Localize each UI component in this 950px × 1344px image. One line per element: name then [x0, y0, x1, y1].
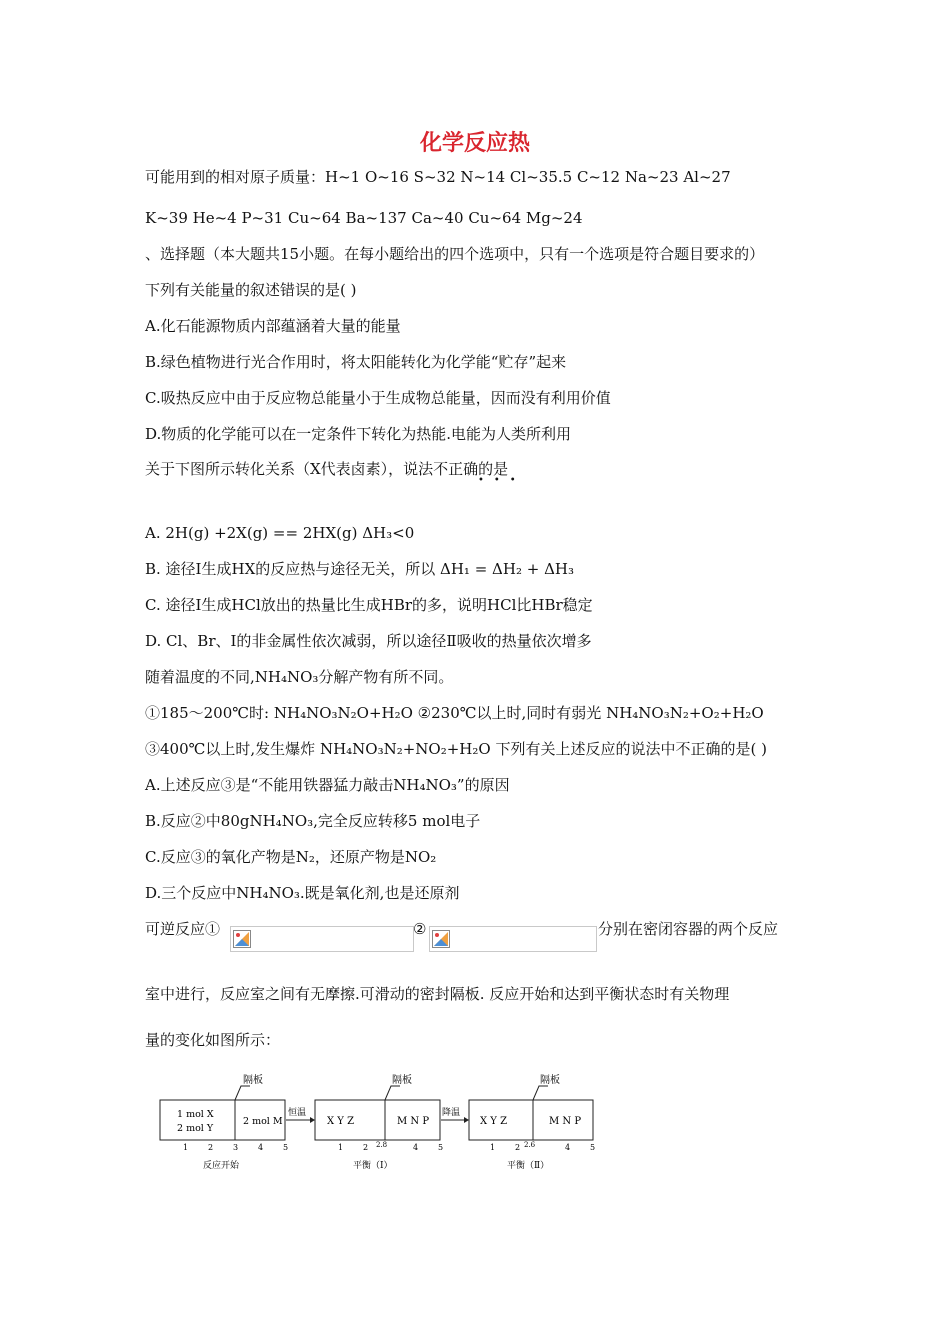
xyz-label: X Y Z	[480, 1116, 508, 1127]
q2-option-d: D. Cl、Br、I的非金属性依次减弱，所以途径Ⅱ吸收的热量依次增多	[145, 632, 592, 650]
q1-option-d: D.物质的化学能可以在一定条件下转化为热能.电能为人类所利用	[145, 425, 572, 443]
partition-label: 隔板	[243, 1075, 263, 1086]
emphasis-dots: •••	[478, 475, 526, 486]
tick-label: 4	[258, 1143, 264, 1152]
q3-reaction-line-1: ①185～200℃时: NH₄NO₃N₂O+H₂O ②230℃以上时,同时有弱光 NH₄NO₃N₂+O₂+H₂O	[145, 704, 764, 722]
arrow2-label: 降温	[442, 1108, 461, 1118]
q4-stem-end: 分别在密闭容器的两个反应	[598, 920, 779, 938]
tick-label: 2	[363, 1143, 369, 1152]
atomic-mass-line-2: K~39 He~4 P~31 Cu~64 Ba~137 Ca~40 Cu~64 Mg~24	[145, 209, 583, 227]
tick-label: 4	[413, 1143, 419, 1152]
section-header: 、选择题（本大题共15小题。在每小题给出的四个选项中，只有一个选项是符合题目要求的）	[145, 245, 765, 263]
broken-image-icon	[233, 930, 251, 948]
partition-label: 隔板	[392, 1075, 412, 1086]
start-left-x: 1 mol X	[177, 1109, 214, 1120]
q1-option-b: B.绿色植物进行光合作用时，将太阳能转化为化学能“贮存”起来	[145, 353, 567, 371]
start-box	[160, 1073, 288, 1171]
tick-label: 2	[208, 1143, 214, 1152]
equilibrium-2-box	[469, 1073, 595, 1171]
q2-option-c: C. 途径Ⅰ生成HCl放出的热量比生成HBr的多，说明HCl比HBr稳定	[145, 596, 593, 614]
q1-option-c: C.吸热反应中由于反应物总能量小于生成物总能量，因而没有利用价值	[145, 389, 611, 407]
q1-stem: 下列有关能量的叙述错误的是( )	[145, 281, 357, 299]
partition-label: 隔板	[540, 1075, 560, 1086]
start-left-y: 2 mol Y	[177, 1123, 214, 1134]
q3-option-b: B.反应②中80gNH₄NO₃,完全反应转移5 mol电子	[145, 812, 481, 830]
broken-image-icon	[432, 930, 450, 948]
q3-stem: 随着温度的不同,NH₄NO₃分解产物有所不同。	[145, 668, 454, 686]
equilibrium-1-box	[315, 1073, 443, 1171]
q4-stem-start: 可逆反应①	[145, 920, 221, 938]
arrow-cooling	[441, 1106, 469, 1123]
reaction-2-image-placeholder	[429, 926, 597, 952]
tick-label: 5	[438, 1143, 444, 1152]
page-title: 化学反应热	[419, 131, 530, 156]
tick-label: 5	[283, 1143, 289, 1152]
tick-label: 1	[338, 1143, 344, 1152]
caption-equilibrium-1: 平衡（Ⅰ）	[353, 1161, 393, 1171]
q2-stem: 关于下图所示转化关系（X代表卤素），说法不正确的是	[145, 460, 509, 478]
mark-2-6: 2.6	[524, 1141, 536, 1149]
arrow-constant-temp	[286, 1106, 315, 1123]
q2-option-a: A. 2H(g) +2X(g) == 2HX(g) ΔH₃<0	[145, 524, 415, 542]
q3-option-c: C.反应③的氧化产物是N₂，还原产物是NO₂	[145, 848, 437, 866]
q3-option-a: A.上述反应③是“不能用铁器猛力敲击NH₄NO₃”的原因	[145, 776, 510, 794]
mark-2-8: 2.8	[376, 1141, 388, 1149]
xyz-label: X Y Z	[327, 1116, 355, 1127]
arrow1-label: 恒温	[288, 1108, 307, 1118]
q1-option-a: A.化石能源物质内部蕴涵着大量的能量	[145, 317, 401, 335]
start-right-m: 2 mol M	[243, 1116, 283, 1127]
tick-label: 2	[515, 1143, 521, 1152]
mnp-label: M N P	[549, 1116, 582, 1127]
partition-figure	[155, 1068, 605, 1178]
tick-label: 1	[490, 1143, 496, 1152]
tick-label: 3	[233, 1143, 239, 1152]
tick-label: 4	[565, 1143, 571, 1152]
q4-line-3: 量的变化如图所示：	[145, 1031, 281, 1049]
caption-start: 反应开始	[203, 1161, 240, 1171]
caption-equilibrium-2: 平衡（Ⅱ）	[507, 1161, 550, 1171]
atomic-mass-line-1: 可能用到的相对原子质量：H~1 O~16 S~32 N~14 Cl~35.5 C~12 Na~23 Al~27	[145, 168, 731, 186]
q3-reaction-line-2: ③400℃以上时,发生爆炸 NH₄NO₃N₂+NO₂+H₂O 下列有关上述反应的说法中不正确的是( )	[145, 740, 767, 758]
q4-circle-2: ②	[413, 920, 427, 938]
tick-label: 5	[590, 1143, 596, 1152]
q4-line-2: 室中进行，反应室之间有无摩擦.可滑动的密封隔板. 反应开始和达到平衡状态时有关物理	[145, 985, 730, 1003]
q2-option-b: B. 途径Ⅰ生成HX的反应热与途径无关，所以 ΔH₁ = ΔH₂ + ΔH₃	[145, 560, 575, 578]
q3-option-d: D.三个反应中NH₄NO₃.既是氧化剂,也是还原剂	[145, 884, 460, 902]
reaction-1-image-placeholder	[230, 926, 414, 952]
tick-label: 1	[183, 1143, 189, 1152]
mnp-label: M N P	[397, 1116, 430, 1127]
